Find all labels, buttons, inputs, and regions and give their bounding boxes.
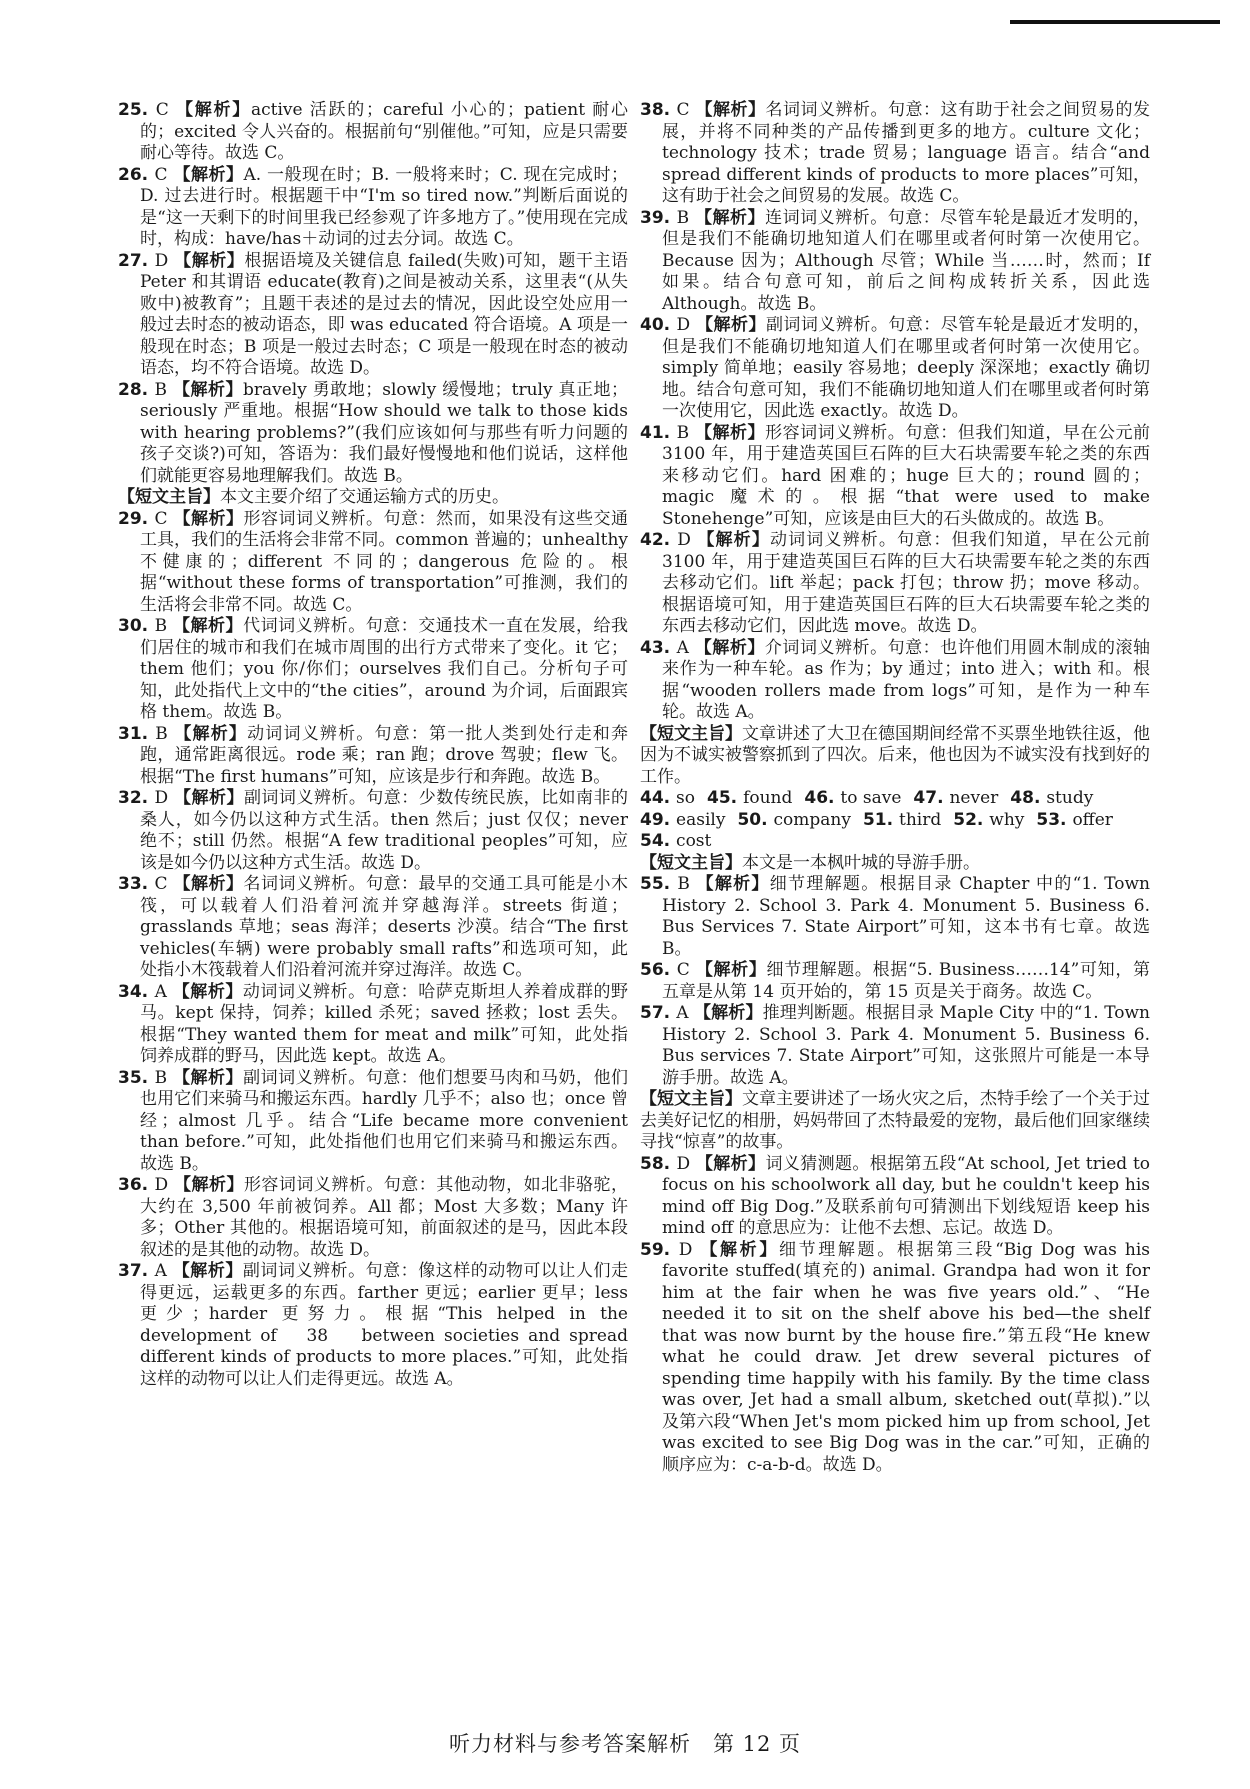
question-number: 39. — [640, 207, 677, 228]
answer-item — [640, 1154, 1150, 1240]
analysis-tag: 【解析】 — [174, 1175, 244, 1195]
fill-answer-number: 44. — [640, 788, 677, 808]
question-number: 43. — [640, 637, 677, 658]
right-column — [640, 100, 1150, 1476]
analysis-text: 形容词词义辨析。句意：但我们知道，早在公元前 3100 年，用于建造英国巨石阵的巨大石块需要车轮之类的东西来移动它们。hard 困难的；huge 巨大的；round 圆的；magic 魔术的。根据“that were used to make Stonehenge”可知，应该是由巨大的石头做成的。故选 B。 — [662, 422, 1151, 529]
answer-letter: C — [154, 164, 174, 185]
fill-answer-number: 47. — [913, 788, 950, 808]
answer-letter: B — [677, 874, 697, 894]
answer-letter: D — [678, 1239, 701, 1260]
question-number: 32. — [118, 788, 155, 808]
summary-text: 文章讲述了大卫在德国期间经常不买票坐地铁往返，他因为不诚实被警察抓到了四次。后来，他也因为不诚实没有找到好的工作。 — [640, 723, 1150, 787]
answer-letter: B — [154, 379, 173, 400]
question-number: 40. — [640, 315, 677, 335]
question-number: 38. — [640, 100, 677, 120]
summary-tag: 【短文主旨】 — [640, 852, 742, 873]
fill-answer-word: easily — [676, 809, 726, 830]
answer-item — [640, 208, 1150, 316]
analysis-tag: 【解析】 — [172, 379, 243, 400]
answer-item — [118, 1068, 628, 1176]
question-number: 31. — [118, 723, 156, 744]
answer-letter: C — [155, 100, 176, 120]
fill-answer — [640, 788, 695, 810]
fill-answer-word: why — [989, 809, 1025, 830]
answer-item — [118, 1175, 628, 1261]
answer-letter: A — [154, 1261, 173, 1281]
answer-item — [640, 874, 1150, 960]
answer-letter: D — [154, 250, 175, 271]
answer-letter: D — [677, 530, 698, 550]
analysis-tag: 【解析】 — [174, 723, 248, 744]
answer-letter: D — [676, 315, 697, 335]
analysis-tag: 【解析】 — [696, 315, 766, 335]
answer-item — [118, 724, 628, 789]
fill-answer — [953, 810, 1024, 832]
fill-answer — [913, 788, 998, 810]
analysis-text: 连词词义辨析。句意：尽管车轮是最近才发明的，但是我们不能确切地知道人们在哪里或者何时第一次使用它。Because 因为；Although 尽管；While 当……时，然而；If 如果。结合句意可知，前后之间构成转折关系，因此选 Although。故选 B。 — [662, 207, 1151, 314]
passage-summary — [640, 1089, 1150, 1154]
answer-item — [118, 100, 628, 165]
fill-answer — [640, 831, 711, 853]
analysis-text: active 活跃的；careful 小心的；patient 耐心的；excited 令人兴奋的。根据前句“别催他。”可知，应是只需要耐心等待。故选 C。 — [140, 100, 628, 163]
fill-answer-word: offer — [1072, 809, 1113, 830]
question-number: 33. — [118, 874, 155, 894]
analysis-tag: 【解析】 — [172, 1067, 244, 1088]
answer-item — [118, 982, 628, 1068]
question-number: 36. — [118, 1175, 155, 1195]
analysis-tag: 【解析】 — [174, 788, 244, 808]
answer-letter: D — [154, 788, 175, 808]
question-number: 27. — [118, 250, 155, 271]
analysis-tag: 【解析】 — [172, 616, 244, 636]
answer-item — [640, 423, 1150, 531]
answer-letter: C — [676, 960, 696, 980]
analysis-text: 细节理解题。根据第三段“Big Dog was his favorite stuffed(填充的) animal. Grandpa had won it for him at the fair when he was five years old.”、“He needed it to sit on the shelf above his bed—the shelf that was now burnt by the house fire.”第五段“He knew what he could draw. Jet drew several pictures of spending time happily with his family. By the time class was over, Jet had a small album, sketched out(草拟).”以及第六段“When Jet's mom picked him up from school, Jet was excited to see Big Dog was in the car.”可知，正确的顺序应为：c-a-b-d。故选 D。 — [662, 1239, 1150, 1475]
answer-item — [640, 960, 1150, 1003]
analysis-text: bravely 勇敢地；slowly 缓慢地；truly 真正地；seriously 严重地。根据“How should we talk to those kids with hearing problems?”(我们应该如何与那些有听力问题的孩子交谈?)可知，答语为：我们最好慢慢地和他们说话，这样他们就能更容易地理解我们。故选 B。 — [140, 379, 628, 486]
question-number: 58. — [640, 1153, 677, 1174]
fill-answer-word: company — [773, 809, 851, 830]
answer-letter: A — [154, 981, 173, 1002]
question-number: 30. — [118, 616, 155, 636]
fill-answer — [640, 810, 725, 832]
fill-answer-number: 48. — [1010, 788, 1047, 808]
analysis-text: 副词词义辨析。句意：像这样的动物可以让人们走得更远，运载更多的东西。farther 更远；earlier 更早；less 更少；harder 更努力。根据“This helped in the development of 38 between societies and spread different kinds of products to more places.”可知，此处指这样的动物可以让人们走得更远。故选 A。 — [140, 1261, 629, 1389]
question-number: 28. — [118, 379, 155, 400]
analysis-tag: 【解析】 — [173, 874, 244, 894]
analysis-tag: 【解析】 — [172, 1261, 243, 1281]
analysis-text: 词义猜测题。根据第五段“At school, Jet tried to focus on his schoolwork all day, but he couldn't keep his mind off Big Dog.”及联系前句可猜测出下划线短语 keep his mind off 的意思应为：让他不去想、忘记。故选 D。 — [662, 1153, 1151, 1238]
analysis-tag: 【解析】 — [172, 981, 243, 1002]
summary-tag: 【短文主旨】 — [640, 723, 742, 744]
fill-answer-word: third — [899, 809, 942, 830]
fill-answer-number: 46. — [804, 788, 841, 808]
question-number: 29. — [118, 508, 155, 529]
passage-summary — [640, 724, 1150, 789]
fill-in-answers — [640, 788, 1150, 853]
analysis-text: A. 一般现在时；B. 一般将来时；C. 现在完成时；D. 过去进行时。根据题干中“I'm so tired now.”判断后面说的是“这一天剩下的时间里我已经参观了许多地方了。”使用现在完成时，构成：have/has＋动词的过去分词。故选 C。 — [140, 164, 628, 249]
answer-item — [640, 1003, 1150, 1089]
answer-item — [640, 638, 1150, 724]
fill-answer-number: 49. — [640, 809, 677, 830]
analysis-text: 细节理解题。根据“5. Business……14”可知，第五章是从第 14 页开始的，第 15 页是关于商务。故选 C。 — [662, 960, 1150, 1002]
fill-answer — [707, 788, 792, 810]
analysis-tag: 【解析】 — [700, 1239, 779, 1260]
analysis-text: 形容词词义辨析。句意：其他动物，如北非骆驼，大约在 3,500 年前被饲养。All 都；Most 大多数；Many 许多；Other 其他的。根据语境可知，前面叙述的是马，因此本段叙述的是其他的动物。故选 D。 — [140, 1175, 628, 1260]
answer-item — [118, 509, 628, 617]
answer-letter: B — [676, 422, 695, 443]
fill-answer-number: 53. — [1036, 809, 1073, 830]
answer-item — [118, 251, 628, 380]
fill-answer — [1010, 788, 1093, 810]
fill-answer-word: to save — [840, 788, 902, 808]
fill-answer — [737, 810, 851, 832]
analysis-text: 副词词义辨析。句意：少数传统民族，比如南非的桑人，如今仍以这种方式生活。then 然后；just 仅仅；never 绝不；still 仍然。根据“A few traditional peoples”可知，应该是如今仍以这种方式生活。故选 D。 — [140, 788, 628, 873]
analysis-text: 细节理解题。根据目录 Chapter 中的“1. Town History 2. School 3. Park 4. Monument 5. Business 6. Bus Services 7. State Airport”可知，这本书有七章。故选 B。 — [662, 874, 1150, 959]
answer-letter: B — [676, 207, 695, 228]
answer-item — [640, 1240, 1150, 1477]
analysis-tag: 【解析】 — [695, 1153, 766, 1174]
analysis-text: 形容词词义辨析。句意：然而，如果没有这些交通工具，我们的生活将会非常不同。common 普遍的；unhealthy 不健康的；different 不同的；dangerous 危险的。根据“without these forms of transportation”可推测，我们的生活将会非常不同。故选 C。 — [140, 508, 629, 615]
question-number: 26. — [118, 164, 155, 185]
question-number: 59. — [640, 1239, 679, 1260]
fill-answer-word: cost — [676, 831, 712, 851]
summary-text: 本文主要介绍了交通运输方式的历史。 — [220, 487, 509, 507]
fill-answer — [804, 788, 901, 810]
analysis-tag: 【解析】 — [175, 100, 251, 120]
passage-summary — [640, 853, 1150, 875]
analysis-text: 副词词义辨析。句意：他们想要马肉和马奶，他们也用它们来骑马和搬运东西。hardly 几乎不；also 也；once 曾经；almost 几乎。结合“Life became more convenient than before.”可知，此处指他们也用它们来骑马和搬运东西。故选 B。 — [140, 1067, 629, 1174]
answer-item — [118, 380, 628, 488]
passage-summary — [118, 487, 628, 509]
question-number: 42. — [640, 530, 678, 550]
analysis-tag: 【解析】 — [694, 422, 766, 443]
analysis-tag: 【解析】 — [174, 250, 245, 271]
question-number: 56. — [640, 960, 677, 980]
answer-item — [640, 315, 1150, 423]
analysis-text: 介词词义辨析。句意：也许他们用圆木制成的滚轴来作为一种车轮。as 作为；by 通过；into 进入；with 和。根据“wooden rollers made from logs”可知，是作为一种车轮。故选 A。 — [662, 637, 1151, 722]
fill-answer — [1036, 810, 1113, 832]
answer-letter: C — [154, 874, 174, 894]
fill-answer-word: study — [1046, 788, 1094, 808]
fill-answer — [863, 810, 941, 832]
answer-letter: B — [154, 1067, 173, 1088]
header-rule — [1010, 20, 1220, 24]
question-number: 57. — [640, 1003, 677, 1023]
analysis-text: 代词词义辨析。句意：交通技术一直在发展，给我们居住的城市和我们在城市周围的出行方式带来了变化。it 它；them 他们；you 你/你们；ourselves 我们自己。分析句子可知，此处指代上文中的“the cities”，around 为介词，后面跟宾格 them。故选 B。 — [140, 616, 629, 722]
answer-letter: B — [155, 723, 175, 744]
summary-text: 本文是一本枫叶城的导游手册。 — [742, 852, 980, 873]
analysis-tag: 【解析】 — [173, 508, 244, 529]
summary-tag: 【短文主旨】 — [118, 487, 220, 507]
analysis-text: 动词词义辨析。句意：哈萨克斯坦人养着成群的野马。kept 保持，饲养；killed 杀死；saved 拯救；lost 丢失。根据“They wanted them for meat and milk”可知，此处指饲养成群的野马，因此选 kept。故选 A。 — [140, 981, 629, 1066]
answer-item — [118, 165, 628, 251]
fill-answer-number: 51. — [862, 809, 899, 830]
analysis-text: 动词词义辨析。句意：但我们知道，早在公元前 3100 年，用于建造英国巨石阵的巨大石块需要车轮之类的东西去移动它们。lift 举起；pack 打包；throw 扔；move 移动。根据语境可知，用于建造英国巨石阵的巨大石块需要车轮之类的东西去移动它们，因此选 move。故选 D。 — [662, 530, 1150, 636]
summary-tag: 【短文主旨】 — [640, 1089, 742, 1109]
answer-item — [640, 530, 1150, 638]
answer-letter: C — [676, 100, 696, 120]
answer-letter: B — [154, 616, 173, 636]
analysis-text: 根据语境及关键信息 failed(失败)可知，题干主语 Peter 和其谓语 educate(教育)之间是被动关系，这里表“(从失败中)被教育”；且题干表述的是过去的情况，因此设空处应用一般过去时态的被动语态，即 was educated 符合语境。A 项是一般现在时态；B 项是一般过去时态；C 项是一般现在时态的被动语态，均不符合语境。故选 D。 — [140, 250, 628, 378]
answer-item — [118, 616, 628, 724]
summary-text: 文章主要讲述了一场火灾之后，杰特手绘了一个关于过去美好记忆的相册，妈妈带回了杰特最爱的宠物，最后他们回家继续寻找“惊喜”的故事。 — [640, 1089, 1150, 1152]
answer-letter: C — [154, 508, 174, 529]
fill-answer-number: 54. — [640, 831, 677, 851]
answer-letter: D — [154, 1175, 175, 1195]
analysis-tag: 【解析】 — [173, 164, 244, 185]
analysis-text: 推理判断题。根据目录 Maple City 中的“1. Town History 2. School 3. Park 4. Monument 5. Business 6. Bus services 7. State Airport”可知，这张照片可能是一本导游手册。故选 A。 — [662, 1003, 1150, 1088]
question-number: 41. — [640, 422, 677, 443]
answer-letter: A — [676, 1003, 695, 1023]
analysis-tag: 【解析】 — [694, 207, 766, 228]
analysis-tag: 【解析】 — [694, 1003, 763, 1023]
fill-answer-number: 52. — [953, 809, 990, 830]
answer-item — [118, 874, 628, 982]
analysis-tag: 【解析】 — [697, 530, 770, 550]
question-number: 35. — [118, 1067, 155, 1088]
analysis-tag: 【解析】 — [695, 100, 766, 120]
fill-answer-word: so — [676, 788, 696, 808]
analysis-tag: 【解析】 — [696, 874, 770, 894]
question-number: 34. — [118, 981, 155, 1002]
question-number: 37. — [118, 1261, 155, 1281]
fill-answer-word: never — [949, 788, 999, 808]
answer-item — [118, 1261, 628, 1390]
answer-item — [640, 100, 1150, 208]
analysis-text: 名词词义辨析。句意：这有助于社会之间贸易的发展，并将不同种类的产品传播到更多的地方。culture 文化；technology 技术；trade 贸易；language 语言。结合“and spread different kinds of products to more places”可知，这有助于社会之间贸易的发展。故选 C。 — [662, 100, 1151, 206]
fill-answer-word: found — [743, 788, 793, 808]
question-number: 55. — [640, 874, 678, 894]
fill-answer-number: 50. — [737, 809, 774, 830]
answer-letter: A — [676, 637, 695, 658]
answer-item — [118, 788, 628, 874]
page-footer: 听力材料与参考答案解析 第 12 页 — [448, 1732, 802, 1756]
answer-letter: D — [676, 1153, 696, 1174]
fill-answer-number: 45. — [707, 788, 744, 808]
analysis-tag: 【解析】 — [695, 960, 767, 980]
analysis-text: 名词词义辨析。句意：最早的交通工具可能是小木筏，可以载着人们沿着河流并穿越海洋。streets 街道；grasslands 草地；seas 海洋；deserts 沙漠。结合“The first vehicles(车辆) were probably small rafts”和选项可知，此处指小木筏载着人们沿着河流并穿过海洋。故选 C。 — [140, 874, 629, 980]
analysis-tag: 【解析】 — [694, 637, 765, 658]
question-number: 25. — [118, 100, 156, 120]
analysis-text: 动词词义辨析。句意：第一批人类到处行走和奔跑，通常距离很远。rode 乘；ran 跑；drove 驾驶；flew 飞。根据“The first humans”可知，应该是步行和奔跑。故选 B。 — [140, 723, 628, 787]
left-column — [118, 100, 628, 1390]
analysis-text: 副词词义辨析。句意：尽管车轮是最近才发明的，但是我们不能确切地知道人们在哪里或者何时第一次使用它。simply 简单地；easily 容易地；deeply 深深地；exactly 确切地。结合句意可知，我们不能确切地知道人们在哪里或者何时第一次使用它，因此选 exactly。故选 D。 — [662, 315, 1150, 421]
